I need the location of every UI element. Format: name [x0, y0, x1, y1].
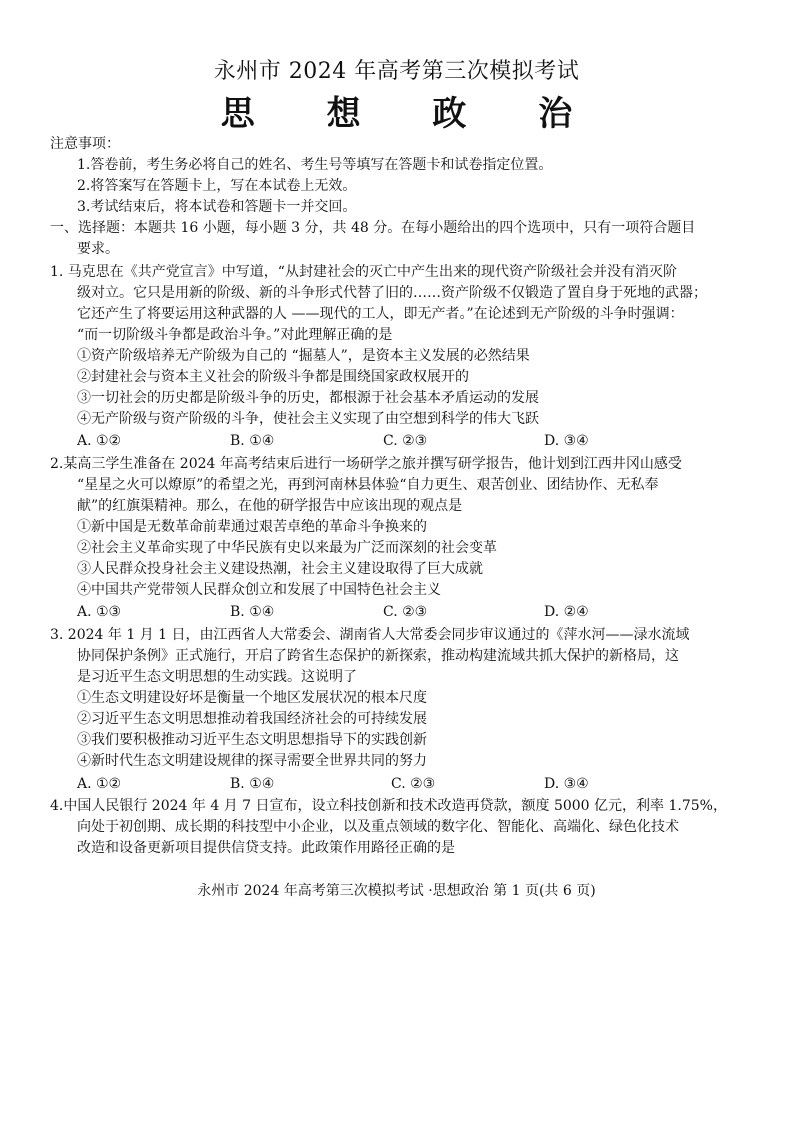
question-2-stem: 献”的红旗渠精神。那么，在他的研学报告中应该出现的观点是	[77, 498, 463, 514]
question-2-statement: ①新中国是无数革命前辈通过艰苦卓绝的革命斗争换来的	[77, 519, 427, 535]
option-c[interactable]: C. ②③	[391, 776, 436, 792]
option-c[interactable]: C. ②③	[383, 433, 428, 449]
question-1-stem: 1. 马克思在《共产党宣言》中写道，“从封建社会的灭亡中产生出来的现代资产阶级社会并没有消灭阶	[50, 264, 677, 280]
question-2-statement: ②社会主义革命实现了中华民族有史以来最为广泛而深刻的社会变革	[77, 540, 497, 556]
question-1-statement: ①资产阶级培养无产阶级为自己的 “掘墓人”，是资本主义发展的必然结果	[77, 348, 530, 364]
option-a[interactable]: A. ①②	[77, 433, 122, 449]
section-heading-cont: 要求。	[77, 241, 119, 257]
question-1-statement: ②封建社会与资本主义社会的阶级斗争都是围绕国家政权展开的	[77, 369, 469, 385]
question-4-stem: 4.中国人民银行 2024 年 4 月 7 日宣布，设立科技创新和技术改造再贷款，额度 5000 亿元，利率 1.75%，	[50, 798, 727, 814]
question-1-statement: ④无产阶级与资产阶级的斗争，使社会主义实现了由空想到科学的伟大飞跃	[77, 411, 539, 427]
question-2-stem: “星星之火可以燎原”的希望之光，再到河南林县体验“自力更生、艰苦创业、团结协作、无私奉	[77, 477, 659, 493]
question-3-stem: 是习近平生态文明思想的生动实践。这说明了	[77, 669, 357, 685]
option-c[interactable]: C. ②③	[383, 604, 428, 620]
option-d[interactable]: D. ③④	[544, 776, 589, 792]
page-footer: 永州市 2024 年高考第三次模拟考试 ·思想政治 第 1 页(共 6 页)	[197, 883, 596, 899]
section-heading: 一、选择题：本题共 16 小题，每小题 3 分，共 48 分。在每小题给出的四个选项中，只有一项符合题目	[50, 220, 696, 236]
notes-item: 1.答卷前，考生务必将自己的姓名、考生号等填写在答题卡和试卷指定位置。	[77, 157, 553, 173]
notes-item: 2.将答案写在答题卡上，写在本试卷上无效。	[77, 178, 357, 194]
question-3-stem: 3. 2024 年 1 月 1 日，由江西省人大常委会、湖南省人大常委会同步审议通过的《萍水河——渌水流域	[50, 627, 690, 643]
question-1-stem: 它还产生了将要运用这种武器的人 ——现代的工人，即无产者。”在论述到无产阶级的斗争时强调：	[77, 306, 684, 322]
question-3-statement: ①生态文明建设好坏是衡量一个地区发展状况的根本尺度	[77, 690, 427, 706]
question-2-statement: ③人民群众投身社会主义建设热潮，社会主义建设取得了巨大成就	[77, 561, 483, 577]
option-a[interactable]: A. ①③	[77, 604, 122, 620]
question-1-statement: ③一切社会的历史都是阶级斗争的历史，都根源于社会基本矛盾运动的发展	[77, 390, 539, 406]
subject-title: 思 想 政 治	[220, 94, 603, 134]
question-2-stem: 2.某高三学生准备在 2024 年高考结束后进行一场研学之旅并撰写研学报告，他计划到江西井冈山感受	[50, 456, 682, 472]
question-4-stem: 向处于初创期、成长期的科技型中小企业，以及重点领域的数字化、智能化、高端化、绿色化技术	[77, 819, 679, 835]
option-b[interactable]: B. ①④	[230, 604, 275, 620]
exam-title: 永州市 2024 年高考第三次模拟考试	[213, 59, 580, 84]
question-3-statement: ②习近平生态文明思想推动着我国经济社会的可持续发展	[77, 711, 427, 727]
question-1-stem: “而一切阶级斗争都是政治斗争。”对此理解正确的是	[77, 327, 393, 343]
option-a[interactable]: A. ①②	[77, 776, 122, 792]
question-3-statement: ④新时代生态文明建设规律的探寻需要全世界共同的努力	[77, 753, 427, 769]
question-3-statement: ③我们要积极推动习近平生态文明思想指导下的实践创新	[77, 732, 427, 748]
question-4-stem: 改造和设备更新项目提供信贷支持。此政策作用路径正确的是	[77, 840, 455, 856]
option-b[interactable]: B. ①④	[230, 776, 275, 792]
notes-item: 3.考试结束后，将本试卷和答题卡一并交回。	[77, 199, 357, 215]
notes-heading: 注意事项：	[50, 136, 120, 152]
option-d[interactable]: D. ②④	[544, 604, 589, 620]
question-3-stem: 协同保护条例》正式施行，开启了跨省生态保护的新探索，推动构建流域共抓大保护的新格局，这	[77, 648, 679, 664]
option-d[interactable]: D. ③④	[544, 433, 589, 449]
option-b[interactable]: B. ①④	[230, 433, 275, 449]
question-1-stem: 级对立。它只是用新的阶级、新的斗争形式代替了旧的……资产阶级不仅锻造了置自身于死地的武器；	[77, 285, 707, 301]
question-2-statement: ④中国共产党带领人民群众创立和发展了中国特色社会主义	[77, 582, 441, 598]
